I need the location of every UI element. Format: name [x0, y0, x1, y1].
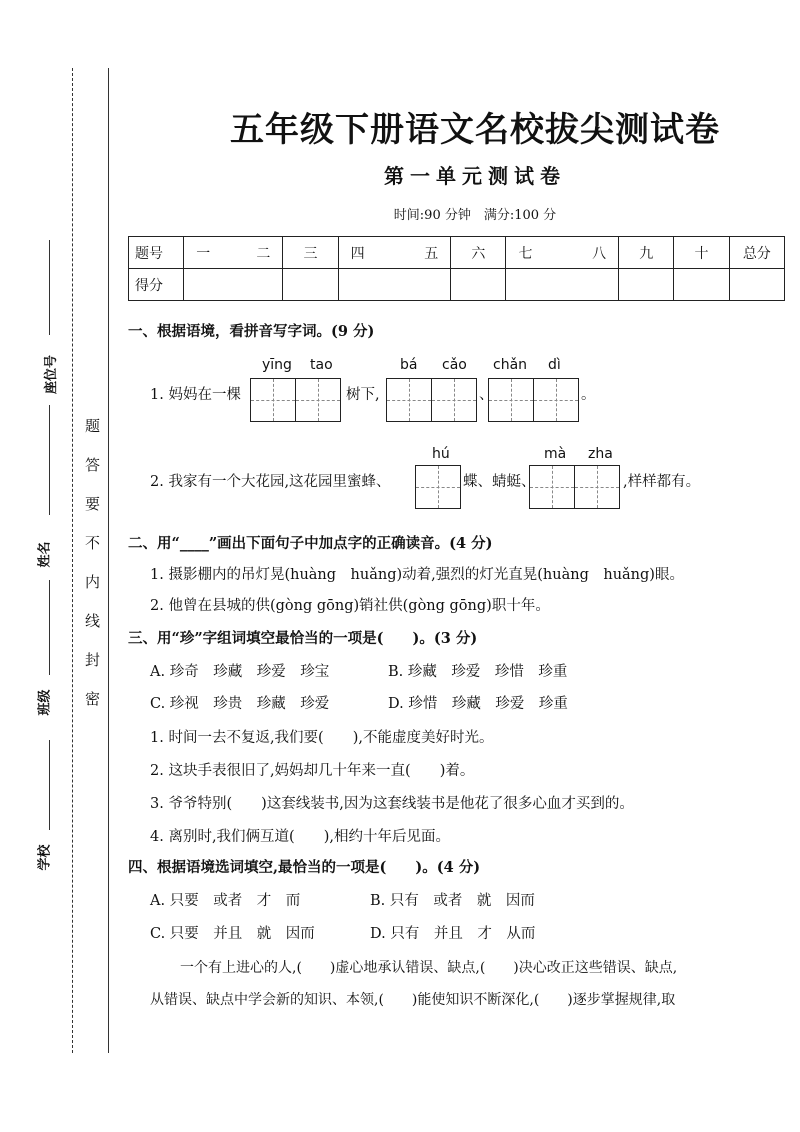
pinyin-zha: zha [588, 446, 613, 462]
char-box[interactable] [386, 378, 432, 422]
name-label: 姓名 [37, 541, 53, 568]
seal-char: 要 [85, 495, 101, 513]
pinyin-cao: cǎo [442, 357, 467, 373]
q3-option-c: C. 珍视 珍贵 珍藏 珍爱 [150, 696, 330, 712]
answer-boxes-chandi[interactable] [489, 378, 579, 422]
section-3-heading: 三、用“珍”字组词填空最恰当的一项是( )。(3 分) [128, 630, 478, 647]
q1-item1-text: 。 [581, 387, 596, 403]
school-label: 学校 [37, 844, 53, 871]
score-col-header: 四 五 [338, 237, 451, 269]
q3-option-b: B. 珍藏 珍爱 珍惜 珍重 [388, 664, 568, 680]
q2-item-1: 1. 摄影棚内的吊灯晃(huàng huǎng)动着,强烈的灯光直晃(huàng huǎng)眼。 [150, 567, 684, 583]
score-table-score-row [129, 269, 785, 301]
char-box[interactable] [415, 465, 461, 509]
answer-boxes-hu[interactable] [416, 465, 461, 509]
score-cell[interactable] [338, 269, 451, 301]
seal-line-text [85, 415, 100, 709]
char-box[interactable] [529, 465, 575, 509]
score-col-header: 一 二 [184, 237, 283, 269]
q4-option-a: A. 只要 或者 才 而 [150, 893, 301, 909]
score-col-header: 九 [619, 237, 674, 269]
page-subtitle: 第一单元测试卷 [384, 164, 566, 188]
q1-item2-text: 蝶、蜻蜓、 [463, 474, 536, 490]
answer-boxes-mazha[interactable] [530, 465, 620, 509]
score-cell[interactable] [619, 269, 674, 301]
score-col-header: 三 [283, 237, 338, 269]
char-box[interactable] [295, 378, 341, 422]
score-col-header: 七 八 [506, 237, 619, 269]
seal-char: 密 [85, 690, 101, 708]
section-2-heading: 二、用“____”画出下面句子中加点字的正确读音。(4 分) [128, 535, 493, 552]
seat-number-label: 座位号 [44, 354, 60, 395]
score-cell[interactable] [283, 269, 338, 301]
seal-char: 线 [85, 612, 101, 630]
seat-number-blank[interactable] [49, 240, 50, 335]
q3-sentence-3: 3. 爷爷特别( )这套线装书,因为这套线装书是他花了很多心血才买到的。 [150, 796, 634, 812]
seal-char: 不 [85, 534, 101, 552]
pinyin-ma: mà [544, 446, 567, 462]
score-cell[interactable] [506, 269, 619, 301]
seal-char: 答 [85, 456, 101, 474]
q4-option-d: D. 只有 并且 才 从而 [370, 926, 536, 942]
pinyin-chan: chǎn [493, 357, 528, 373]
section-1-heading: 一、根据语境，看拼音写字词。(9 分) [128, 323, 375, 340]
q3-sentence-1: 1. 时间一去不复返,我们要( ),不能虚度美好时光。 [150, 730, 494, 746]
score-cell[interactable] [184, 269, 283, 301]
q4-paragraph-line-1: 一个有上进心的人,( )虚心地承认错误、缺点,( )决心改正这些错误、缺点, [180, 960, 678, 976]
q1-item1-text: 1. 妈妈在一棵 [150, 387, 241, 403]
score-cell[interactable] [451, 269, 506, 301]
name-blank[interactable] [49, 405, 50, 515]
page-title: 五年级下册语文名校拔尖测试卷 [230, 110, 720, 150]
section-4-heading: 四、根据语境选词填空,最恰当的一项是( )。(4 分) [128, 859, 481, 876]
score-table-header-row [129, 237, 785, 269]
score-col-header: 总分 [729, 237, 784, 269]
q3-sentence-2: 2. 这块手表很旧了,妈妈却几十年来一直( )着。 [150, 763, 475, 779]
char-box[interactable] [250, 378, 296, 422]
answer-boxes-bacao[interactable] [387, 378, 477, 422]
char-box[interactable] [533, 378, 579, 422]
seal-char: 封 [85, 651, 101, 669]
answer-boxes-yingtao[interactable] [251, 378, 341, 422]
class-blank[interactable] [49, 580, 50, 675]
q4-paragraph-line-2: 从错误、缺点中学会新的知识、本领,( )能使知识不断深化,( )逐步掌握规律,取 [150, 992, 676, 1008]
pinyin-ba: bá [400, 357, 418, 373]
exam-info: 时间:90 分钟 满分:100 分 [393, 208, 557, 223]
score-cell[interactable] [674, 269, 729, 301]
q3-sentence-4: 4. 离别时,我们俩互道( ),相约十年后见面。 [150, 829, 450, 845]
q1-item2-text: 2. 我家有一个大花园,这花园里蜜蜂、 [150, 474, 391, 490]
pinyin-tao: tao [310, 357, 333, 373]
score-label: 得分 [129, 269, 184, 301]
pinyin-di: dì [548, 357, 561, 373]
q4-option-c: C. 只要 并且 就 因而 [150, 926, 315, 942]
score-cell[interactable] [729, 269, 784, 301]
q3-option-d: D. 珍惜 珍藏 珍爱 珍重 [388, 696, 568, 712]
char-box[interactable] [431, 378, 477, 422]
binding-dashed-line [72, 68, 73, 1053]
question-number-label: 题号 [129, 237, 184, 269]
school-blank[interactable] [49, 740, 50, 830]
pinyin-ying: yīng [262, 357, 292, 373]
char-box[interactable] [488, 378, 534, 422]
score-col-header: 十 [674, 237, 729, 269]
q2-item-2: 2. 他曾在县城的供(gòng gōng)销社供(gòng gōng)职十年。 [150, 598, 550, 614]
binding-solid-line [108, 68, 109, 1053]
seal-char: 内 [85, 573, 101, 591]
score-table [128, 236, 785, 301]
q4-option-b: B. 只有 或者 就 因而 [370, 893, 535, 909]
seal-char: 题 [85, 417, 101, 435]
q3-option-a: A. 珍奇 珍藏 珍爱 珍宝 [150, 664, 330, 680]
q1-item1-text: 、 [479, 387, 494, 403]
char-box[interactable] [574, 465, 620, 509]
q1-item1-text: 树下, [346, 387, 380, 403]
q1-item2-text: ,样样都有。 [623, 474, 701, 490]
score-col-header: 六 [451, 237, 506, 269]
pinyin-hu: hú [432, 446, 450, 462]
class-label: 班级 [37, 689, 53, 716]
